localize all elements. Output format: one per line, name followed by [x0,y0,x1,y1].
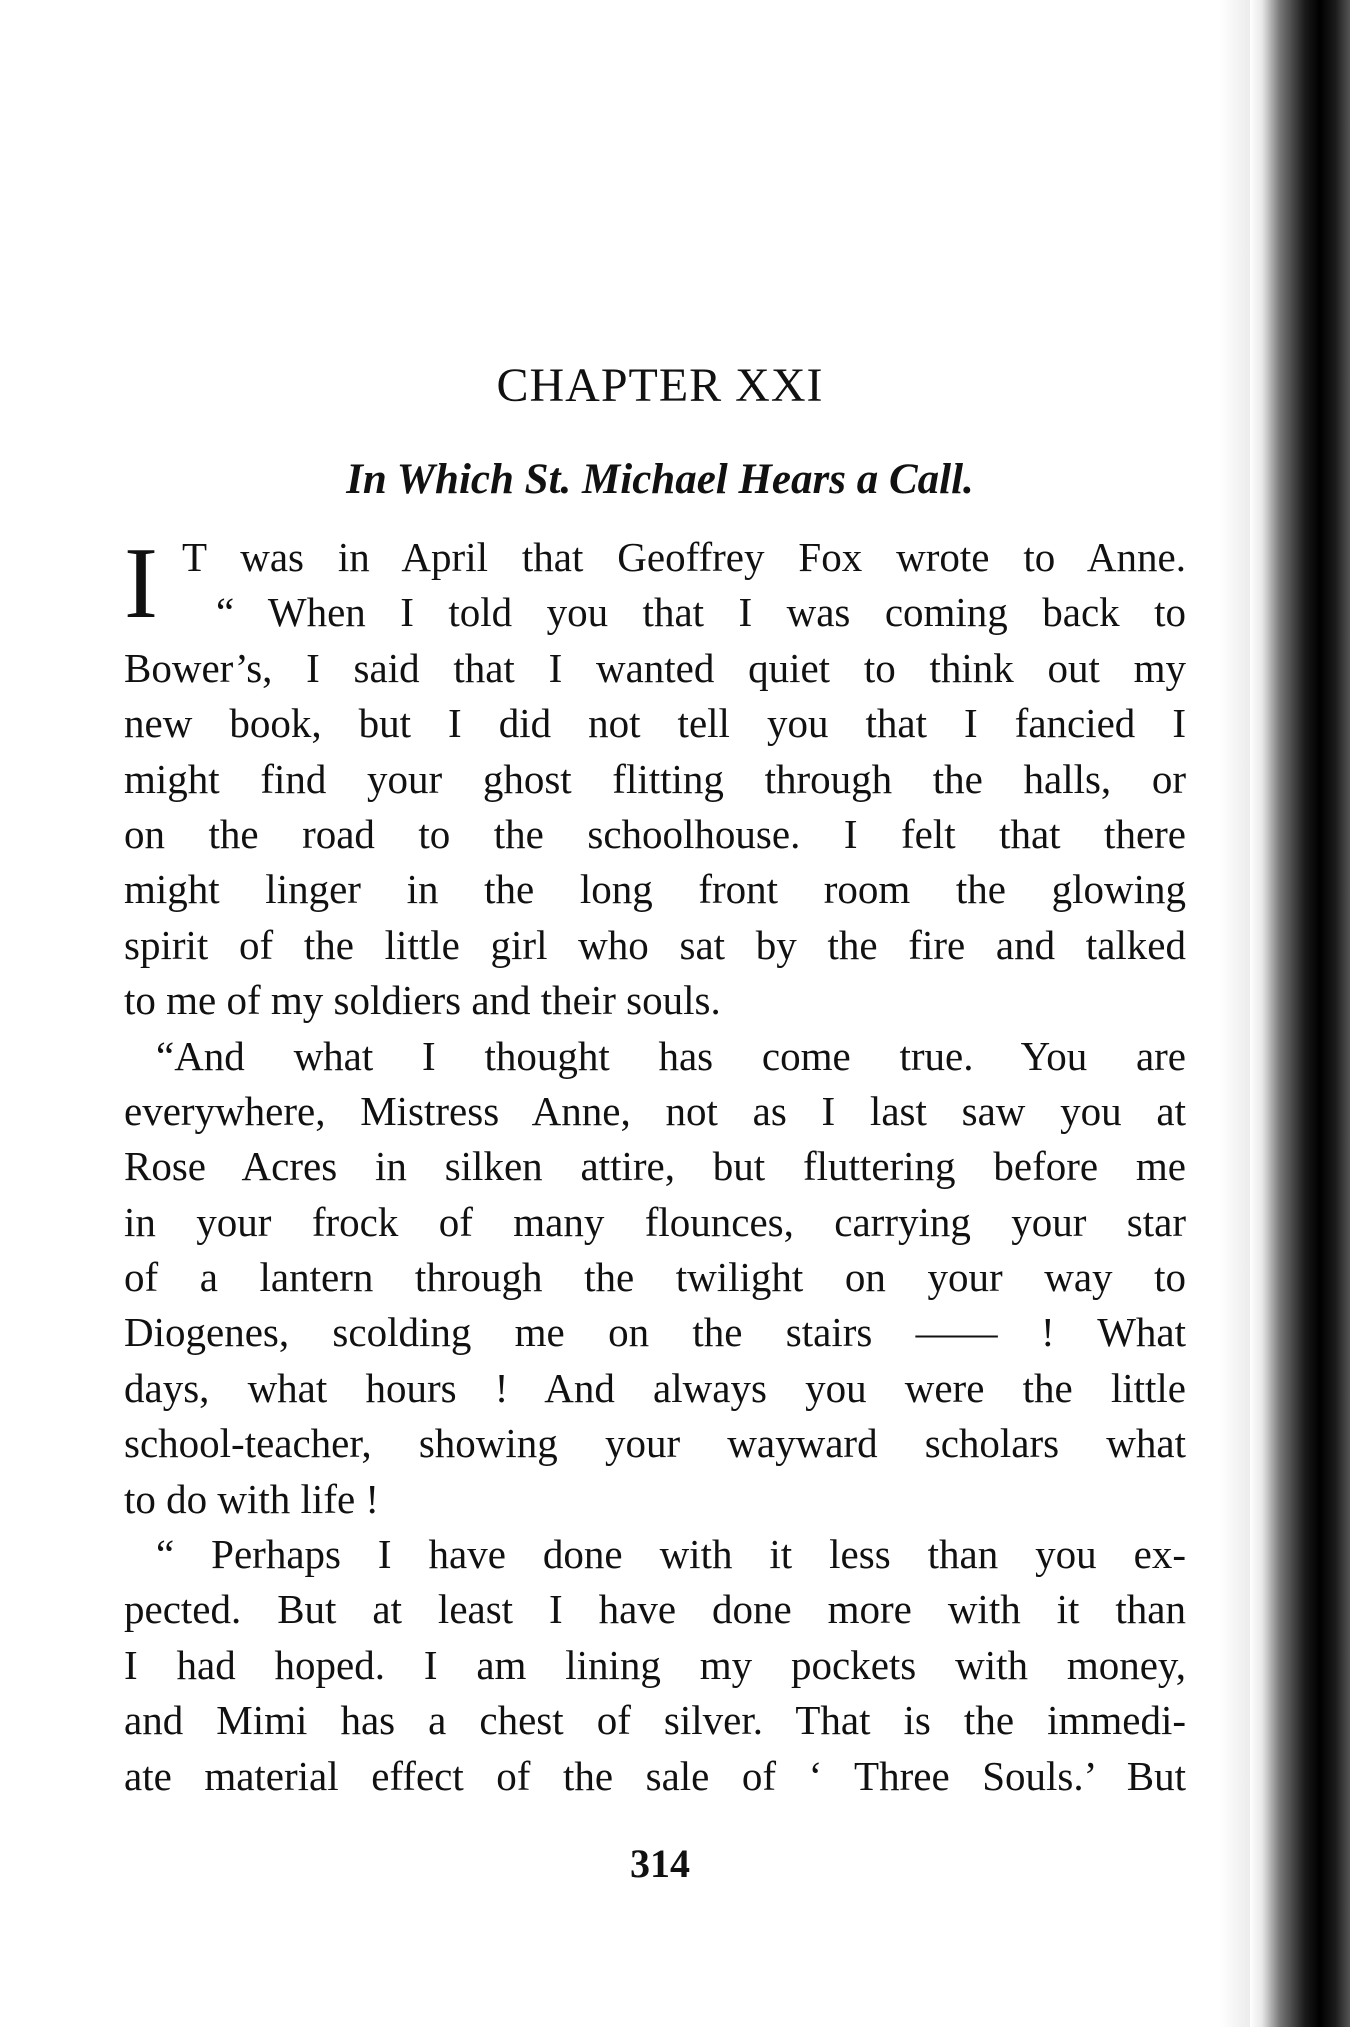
text-line: school-teacher, showing your wayward scholars what [124,1420,1186,1467]
text-line: to do with life ! [124,1475,380,1522]
text-line: Rose Acres in silken attire, but fluttering before me [124,1143,1186,1190]
text-line: “And what I thought has come true. You are [156,1032,1186,1079]
text-line: Diogenes, scolding me on the stairs —— ! What [124,1309,1186,1356]
text-line: Bower’s, I said that I wanted quiet to think out my [124,644,1186,691]
text-line: new book, but I did not tell you that I fancied I [124,700,1186,747]
book-spine-edge [1250,0,1350,2027]
text-line: in your frock of many flounces, carrying your star [124,1198,1186,1245]
text-line: spirit of the little girl who sat by the fire and talked [124,921,1186,968]
chapter-title: CHAPTER XXI [496,359,824,412]
text-line: days, what hours ! And always you were the little [124,1364,1186,1411]
text-line: might linger in the long front room the glowing [124,866,1186,913]
text-line: to me of my soldiers and their souls. [124,977,721,1024]
text-line: pected. But at least I have done more with it than [124,1586,1186,1633]
gutter-shadow [1220,0,1250,2027]
text-line: on the road to the schoolhouse. I felt that there [124,810,1186,857]
text-line: of a lantern through the twilight on your way to [124,1254,1186,1301]
text-line: might find your ghost flitting through the halls, or [124,755,1186,802]
text-line: everywhere, Mistress Anne, not as I last saw you at [124,1087,1186,1134]
drop-cap: I [124,527,158,640]
text-line: “ Perhaps I have done with it less than you ex- [156,1531,1186,1578]
text-line-content: T was in April that Geoffrey Fox wrote to Anne. [182,534,1186,580]
text-line: ate material effect of the sale of ‘ Three Souls.’ But [124,1752,1186,1799]
text-line: “ When I told you that I was coming back to [216,589,1186,636]
text-line: I had hoped. I am lining my pockets with money, [124,1641,1186,1688]
body-text [124,527,1186,1804]
chapter-subtitle: In Which St. Michael Hears a Call. [346,456,974,503]
text-line: and Mimi has a chest of silver. That is the immedi- [124,1697,1186,1744]
page-number: 314 [630,1841,690,1886]
